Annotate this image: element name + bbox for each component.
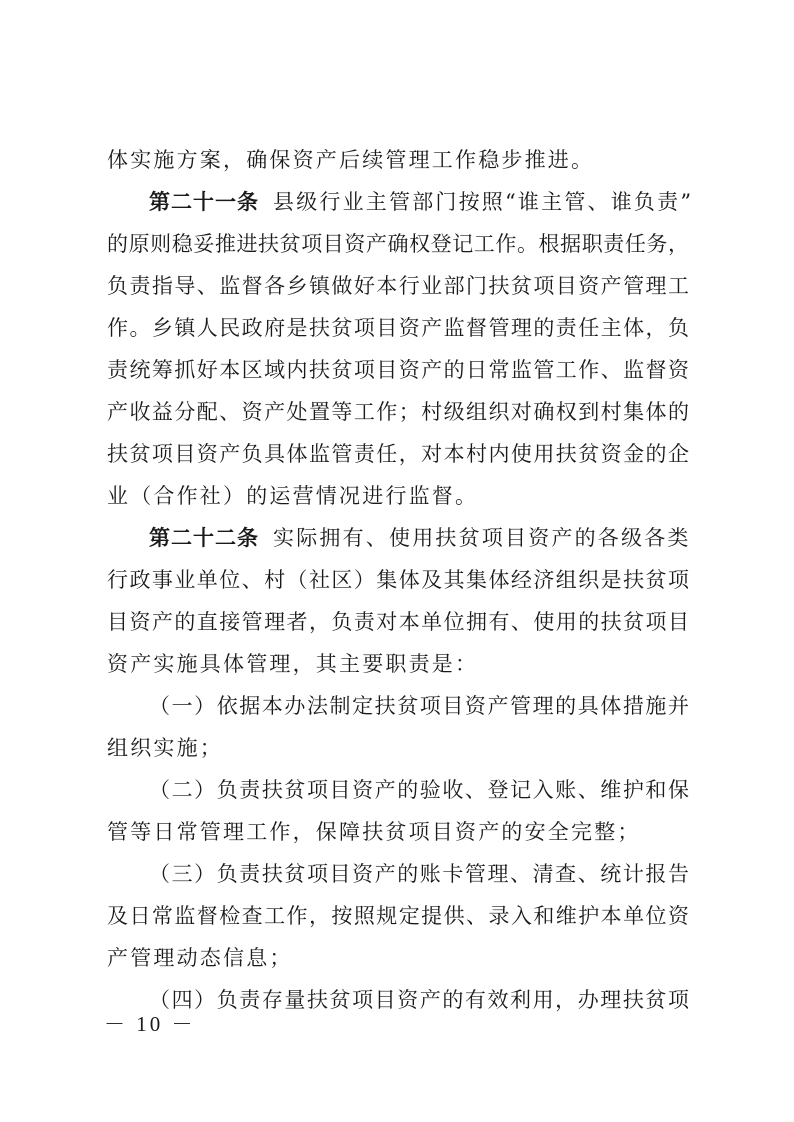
article-22-text: 实际拥有、使用扶贫项目资产的各级各类	[273, 526, 691, 550]
list-item-4-line: （四）负责存量扶贫项目资产的有效利用，办理扶贫项	[149, 988, 689, 1012]
article-22-heading: 第二十二条	[149, 526, 259, 550]
paragraph-line: 责统筹抓好本区域内扶贫项目资产的日常监管工作、监督资	[107, 358, 689, 382]
paragraph-line: 产收益分配、资产处置等工作；村级组织对确权到村集体的	[107, 400, 689, 424]
paragraph-line: 管等日常管理工作，保障扶贫项目资产的安全完整；	[107, 820, 641, 844]
paragraph-line: 及日常监督检查工作，按照规定提供、录入和维护本单位资	[107, 904, 689, 928]
paragraph-line: 组织实施；	[107, 736, 223, 760]
list-item-2-line: （二）负责扶贫项目资产的验收、登记入账、维护和保	[149, 778, 689, 802]
article-22-line	[149, 524, 689, 552]
paragraph-line: 行政事业单位、村（社区）集体及其集体经济组织是扶贫项	[107, 568, 689, 592]
paragraph-line: 扶贫项目资产负具体监管责任，对本村内使用扶贫资金的企	[107, 442, 689, 466]
list-item-1-line: （一）依据本办法制定扶贫项目资产管理的具体措施并	[149, 694, 689, 718]
paragraph-line: 的原则稳妥推进扶贫项目资产确权登记工作。根据职责任务，	[107, 232, 689, 256]
article-21-heading: 第二十一条	[149, 190, 259, 214]
paragraph-line: 资产实施具体管理，其主要职责是：	[107, 652, 479, 676]
list-item-3-line: （三）负责扶贫项目资产的账卡管理、清查、统计报告	[149, 862, 689, 886]
article-21-text: 县级行业主管部门按照“谁主管、谁负责”	[273, 190, 694, 214]
paragraph-line: 作。乡镇人民政府是扶贫项目资产监督管理的责任主体，负	[107, 316, 689, 340]
paragraph-line: 产管理动态信息；	[107, 946, 293, 970]
article-21-line	[149, 188, 694, 216]
paragraph-line: 目资产的直接管理者，负责对本单位拥有、使用的扶贫项目	[107, 610, 689, 634]
paragraph-line: 业（合作社）的运营情况进行监督。	[107, 484, 479, 508]
paragraph-line: 体实施方案，确保资产后续管理工作稳步推进。	[107, 148, 595, 172]
paragraph-line: 负责指导、监督各乡镇做好本行业部门扶贫项目资产管理工	[107, 274, 689, 298]
page-number: － 10 －	[104, 1012, 196, 1036]
